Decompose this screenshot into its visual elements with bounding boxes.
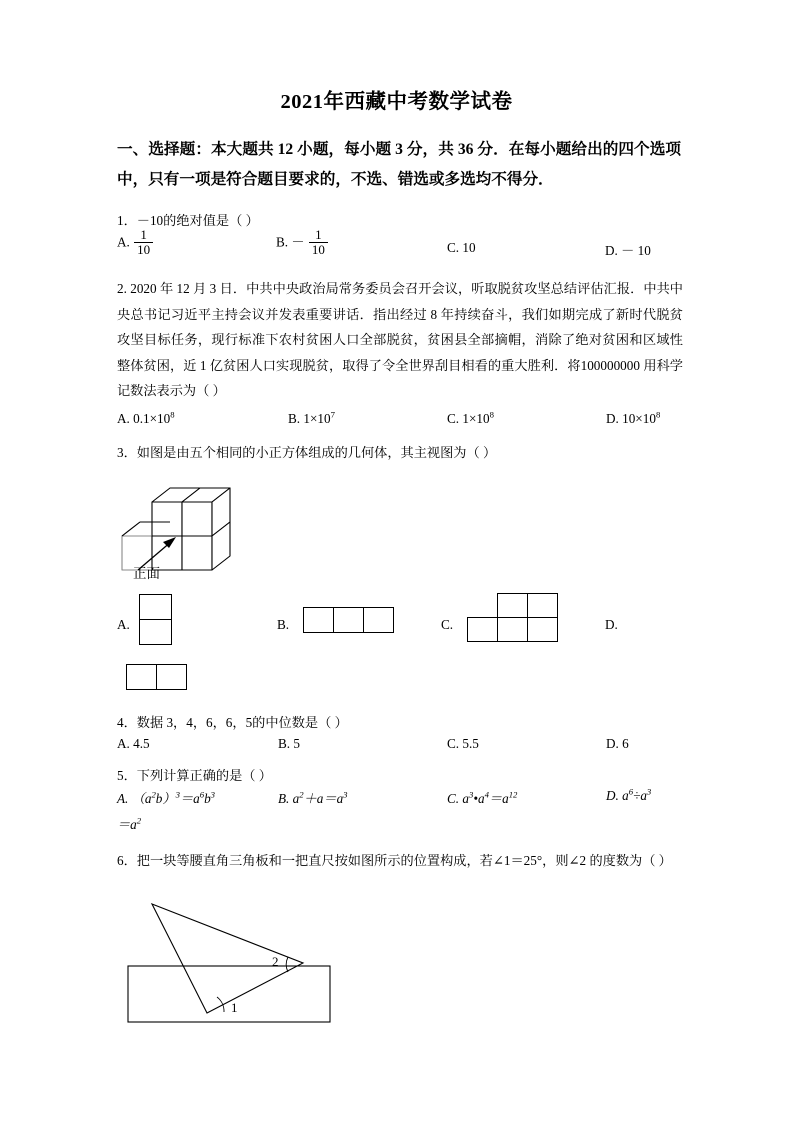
grid-cell	[467, 617, 498, 642]
q2-option-a[interactable]	[117, 411, 175, 427]
q5-option-d-continuation: $=a^2$	[117, 815, 142, 832]
grid-cell	[497, 593, 528, 618]
q4-option-d[interactable]: D. 6	[606, 736, 629, 751]
question-2-options	[117, 411, 683, 433]
question-1-options	[117, 228, 683, 272]
grid-cell	[156, 664, 187, 690]
q1-option-b-fraction: $\frac{1}{10}$	[309, 228, 328, 256]
q2-option-c[interactable]	[447, 411, 494, 427]
question-5-stem: 5．下列计算正确的是（ ）	[117, 768, 272, 783]
q2-option-b-exponent: 7	[330, 409, 335, 420]
q2-option-b-text: B. 1×10	[288, 411, 331, 426]
q1-option-d[interactable]: D. － 10	[605, 243, 651, 258]
front-view-label: 正面	[133, 566, 160, 581]
question-1-stem: 1．－10的绝对值是（ ）	[117, 213, 259, 228]
q5-option-b[interactable]: B. $a^2+a=a^3$	[278, 789, 348, 806]
q1-option-a[interactable]	[117, 228, 154, 256]
q3-option-d-label: D.	[605, 617, 618, 632]
q1-option-c[interactable]: C. 10	[447, 240, 476, 255]
q2-option-c-text: C. 1×10	[447, 411, 490, 426]
q3-option-b-label: B.	[277, 617, 290, 632]
question-6-geometry-figure	[120, 896, 350, 1031]
q2-option-d[interactable]	[606, 411, 660, 427]
q5-option-c[interactable]: C. $a^3•a^4=a^{12}$	[447, 789, 518, 806]
question-2-stem: 2. 2020 年 12 月 3 日．中共中央政治局常务委员会召开会议，听取脱贫攻坚总结评估汇报．中共中央总书记习近平主持会议并发表重要讲话．指出经过 8 年持续奋斗，我们如期完成了新时代脱贫攻坚目标任务，现行标准下农村贫困人口全部脱贫，贫困县全部摘帽，消除了绝对贫困和区域性整体贫困，近 1 亿贫困人口实现脱贫，取得了令全世界刮目相看的重大胜利．将100000000 用科学记数法表示为（ ）	[117, 281, 683, 398]
q2-option-a-exponent: 8	[170, 409, 175, 420]
q1-option-b-sign: －	[291, 234, 305, 250]
q1-option-b-label: B.	[276, 234, 289, 250]
q3-option-c-label: C.	[441, 617, 454, 632]
q1-option-a-fraction: $\frac{1}{10}$	[134, 228, 153, 256]
q5-option-a[interactable]: A. $(a^2b)^3=a^6b^3$	[117, 789, 216, 806]
q3-option-a-label: A.	[117, 617, 130, 632]
angle-1-label: 1	[231, 1000, 238, 1015]
question-3-stem: 3．如图是由五个相同的小正方体组成的几何体，其主视图为（ ）	[117, 445, 497, 460]
question-4-stem: 4．数据 3，4，6，6，5的中位数是（ ）	[117, 715, 348, 730]
grid-cell	[527, 593, 558, 618]
q2-option-d-text: D. 10×10	[606, 411, 656, 426]
question-6-stem: 6．把一块等腰直角三角板和一把直尺按如图所示的位置构成，若∠1＝25°，则∠2 的度数为（ ）	[117, 853, 672, 868]
grid-cell	[363, 607, 394, 633]
grid-cell	[527, 617, 558, 642]
grid-cell	[139, 619, 172, 645]
q2-option-c-exponent: 8	[489, 409, 494, 420]
q4-option-c[interactable]: C. 5.5	[447, 736, 479, 751]
q2-option-d-exponent: 8	[655, 409, 661, 420]
q2-option-a-text: A. 0.1×10	[117, 411, 171, 426]
grid-cell	[126, 664, 157, 690]
page-title: 2021年西藏中考数学试卷	[280, 91, 513, 113]
grid-cell	[497, 617, 528, 642]
q2-option-b[interactable]	[288, 411, 335, 427]
grid-cell	[139, 594, 172, 620]
q4-option-b[interactable]: B. 5	[278, 736, 300, 751]
q5-option-d[interactable]: D. $a^6\div a^3$	[606, 786, 652, 803]
section-heading: 一、选择题：本大题共 12 小题，每小题 3 分，共 36 分．在每小题给出的四个选项中，只有一项是符合题目要求的，不选、错选或多选均不得分．	[117, 141, 681, 188]
angle-2-label: 2	[272, 954, 279, 969]
q1-option-a-label: A.	[117, 234, 130, 250]
q4-option-a[interactable]: A. 4.5	[117, 736, 150, 751]
q1-option-b[interactable]	[276, 228, 329, 256]
ruler-rectangle	[128, 966, 330, 1022]
grid-cell	[333, 607, 364, 633]
grid-cell	[303, 607, 334, 633]
